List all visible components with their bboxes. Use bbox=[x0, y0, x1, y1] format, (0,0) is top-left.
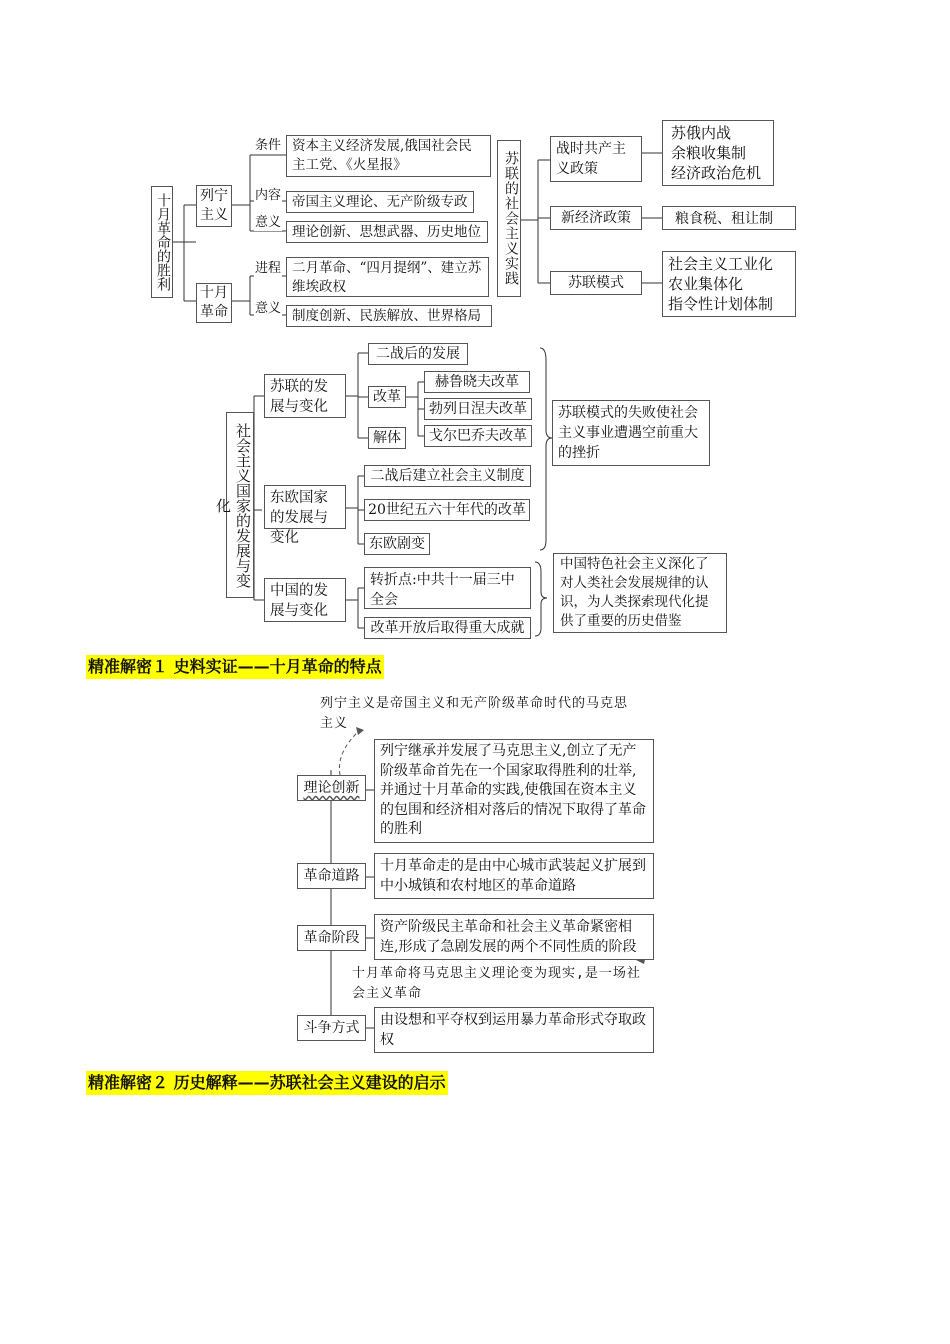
war-communism-details: 苏俄内战 余粮收集制 经济政治危机 bbox=[662, 120, 774, 186]
dissolution-node: 解体 bbox=[368, 427, 406, 449]
nep-details: 粮食税、租让制 bbox=[662, 206, 796, 230]
october-node: 十月革命 bbox=[196, 283, 232, 323]
china-turning-point: 转折点:中共十一届三中全会 bbox=[364, 567, 531, 609]
lenin-content-box: 帝国主义理论、无产阶级专政 bbox=[286, 191, 474, 213]
text-revolution-stages: 资产阶级民主革命和社会主义革命紧密相连,形成了急剧发展的两个不同性质的阶段 bbox=[374, 914, 654, 960]
text-theory-innovation: 列宁继承并发展了马克思主义,创立了无产阶级革命首先在一个国家取得胜利的壮举,并通过十月革命的实践,使俄国在资本主义的包围和经济相对落后的情况下取得了革命的胜利 bbox=[374, 739, 654, 843]
leninism-annotation: 列宁主义是帝国主义和无产阶级革命时代的马克思主义 bbox=[320, 696, 629, 731]
lenin-conditions-box: 资本主义经济发展,俄国社会民主工党、《火星报》 bbox=[286, 135, 491, 177]
reform-khrushchev: 赫鲁晓夫改革 bbox=[424, 371, 530, 393]
label-struggle-method: 斗争方式 bbox=[297, 1015, 366, 1041]
soviet-model-details: 社会主义工业化 农业集体化 指令性计划体制 bbox=[662, 251, 796, 317]
branch-label-conditions: 条件 bbox=[255, 138, 282, 153]
china-conclusion: 中国特色社会主义深化了对人类社会发展规律的认识，为人类探索现代化提供了重要的历史借鉴 bbox=[553, 553, 727, 633]
eastern-europe-branch: 东欧国家的发展与变化 bbox=[264, 485, 346, 529]
lenin-significance-box: 理论创新、思想武器、历史地位 bbox=[286, 221, 488, 243]
reform-gorbachev: 戈尔巴乔夫改革 bbox=[424, 425, 532, 447]
oct-process-box: 二月革命、“四月提纲”、建立苏维埃政权 bbox=[286, 257, 489, 297]
soviet-conclusion: 苏联模式的失败使社会主义事业遭遇空前重大的挫折 bbox=[552, 400, 710, 466]
branch-label-oct-significance: 意义 bbox=[255, 301, 282, 316]
label-theory-innovation bbox=[297, 775, 366, 801]
branch-label-process: 进程 bbox=[255, 261, 282, 276]
policy-war-communism: 战时共产主义政策 bbox=[550, 136, 642, 182]
root-node: 十月革命的胜利 bbox=[151, 186, 173, 298]
reform-brezhnev: 勃列日涅夫改革 bbox=[424, 398, 532, 420]
label-revolution-path: 革命道路 bbox=[297, 863, 366, 889]
text-revolution-path: 十月革命走的是由中心城市武装起义扩展到中小城镇和农村地区的革命道路 bbox=[374, 853, 654, 899]
policy-nep: 新经济政策 bbox=[550, 206, 642, 230]
branch-label-content: 内容 bbox=[255, 188, 282, 203]
soviet-practice-node: 苏联的社会主义实践 bbox=[497, 140, 521, 297]
eastern-reforms: 20世纪五六十年代的改革 bbox=[364, 499, 530, 521]
china-branch: 中国的发展与变化 bbox=[264, 578, 346, 622]
label-revolution-stages: 革命阶段 bbox=[297, 925, 366, 951]
eastern-postwar-system: 二战后建立社会主义制度 bbox=[364, 465, 531, 487]
eastern-upheaval: 东欧剧变 bbox=[364, 533, 430, 555]
socialist-countries-root: 社会主义国家的发展与变化 bbox=[226, 412, 254, 598]
leninism-node: 列宁主义 bbox=[196, 185, 232, 227]
oct-significance-box: 制度创新、民族解放、世界格局 bbox=[286, 305, 492, 327]
text-struggle-method: 由设想和平夺权到运用暴力革命形式夺取政权 bbox=[374, 1007, 654, 1053]
china-achievements: 改革开放后取得重大成就 bbox=[364, 617, 531, 639]
policy-soviet-model: 苏联模式 bbox=[550, 271, 642, 295]
section-heading-2: 精准解密２ 历史解释——苏联社会主义建设的启示 bbox=[86, 1071, 448, 1095]
branch-label-significance: 意义 bbox=[255, 215, 282, 230]
section-heading-1: 精准解密１ 史料实证——十月革命的特点 bbox=[86, 655, 384, 679]
october-annotation: 十月革命将马克思主义理论变为现实,是一场社会主义革命 bbox=[352, 966, 641, 1001]
postwar-development: 二战后的发展 bbox=[368, 343, 468, 365]
soviet-branch: 苏联的发展与变化 bbox=[264, 374, 346, 418]
label-theory-innovation-text: 理论创新 bbox=[303, 780, 360, 796]
reform-node: 改革 bbox=[368, 386, 406, 408]
